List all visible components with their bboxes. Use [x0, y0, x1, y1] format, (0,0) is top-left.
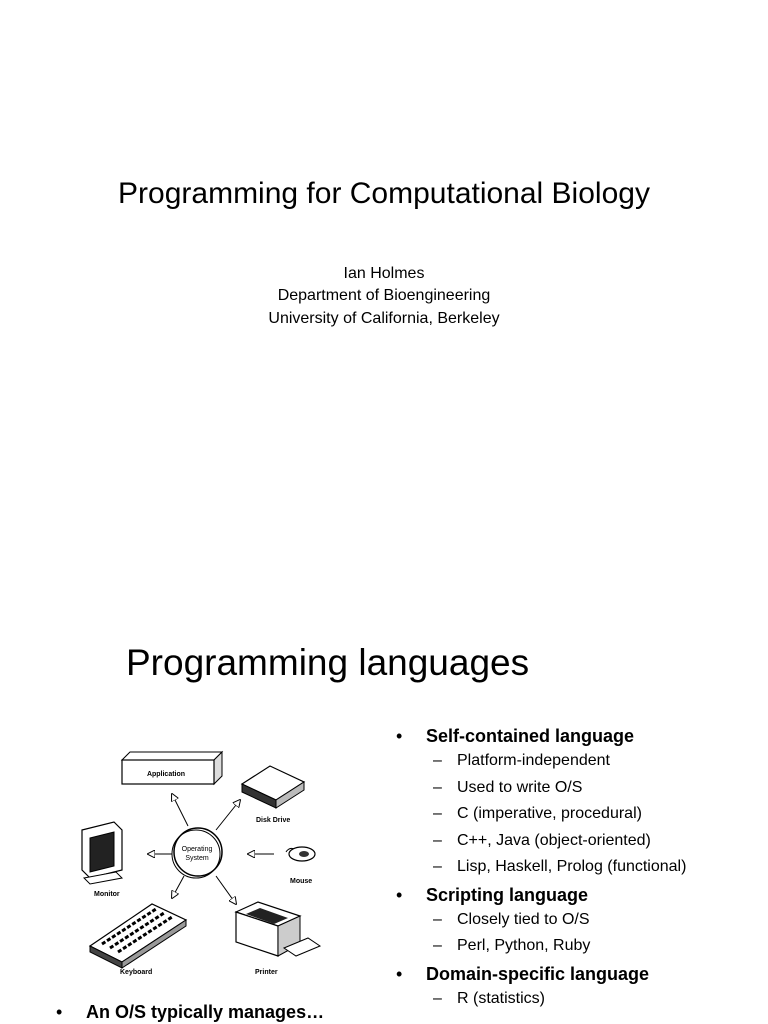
printer-icon [236, 902, 320, 976]
bullet-scripting [396, 883, 686, 907]
left-bullet-text: An O/S typically manages… [86, 1002, 325, 1022]
bullet-self-contained [396, 724, 686, 748]
sub-item: – R (statistics) [433, 989, 545, 1007]
sub-item: – C (imperative, procedural) [433, 805, 642, 822]
sub-item: – Platform-independent [433, 752, 610, 769]
slide2-title: Programming languages [126, 642, 530, 683]
bullet-dot: • [56, 1002, 63, 1022]
keyboard-label: Keyboard [120, 969, 153, 976]
sub-item: – Perl, Python, Ruby [433, 937, 591, 954]
bullet-label: Self-contained language [426, 726, 635, 746]
bullet-label: Domain-specific language [426, 963, 650, 984]
language-bullet-list [396, 724, 686, 1014]
mouse-label: Mouse [290, 878, 313, 885]
bullet-dot: • [396, 726, 403, 746]
sub-item: – Closely tied to O/S [433, 910, 590, 928]
bullet-domain-specific [396, 962, 686, 986]
left-bullet [56, 1000, 324, 1024]
operating-system-node [172, 828, 222, 878]
application-label: Application [146, 771, 186, 778]
os-label-line1: Operating [181, 846, 213, 853]
bullet-dot: • [396, 884, 403, 905]
slide-title: Programming for Computational Biology [118, 177, 650, 210]
os-diagram [60, 738, 340, 980]
keyboard-icon [90, 904, 186, 976]
mouse-icon [286, 847, 315, 885]
monitor-label: Monitor [94, 891, 120, 898]
bullet-label: Scripting language [426, 884, 589, 905]
sub-item: – Lisp, Haskell, Prolog (functional) [433, 858, 687, 875]
sub-item: – Used to write O/S [433, 778, 583, 796]
disk-drive-icon [242, 766, 304, 824]
sub-item: – C++, Java (object-oriented) [433, 831, 651, 849]
author-name: Ian Holmes [343, 265, 425, 282]
bullet-dot: • [396, 963, 403, 984]
os-label-line2: System [185, 855, 209, 862]
author-department: Department of Bioengineering [277, 287, 491, 304]
author-university: University of California, Berkeley [268, 310, 500, 327]
monitor-icon [82, 822, 122, 898]
printer-label: Printer [255, 969, 278, 976]
application-icon [122, 752, 222, 784]
disk-drive-label: Disk Drive [256, 817, 291, 824]
